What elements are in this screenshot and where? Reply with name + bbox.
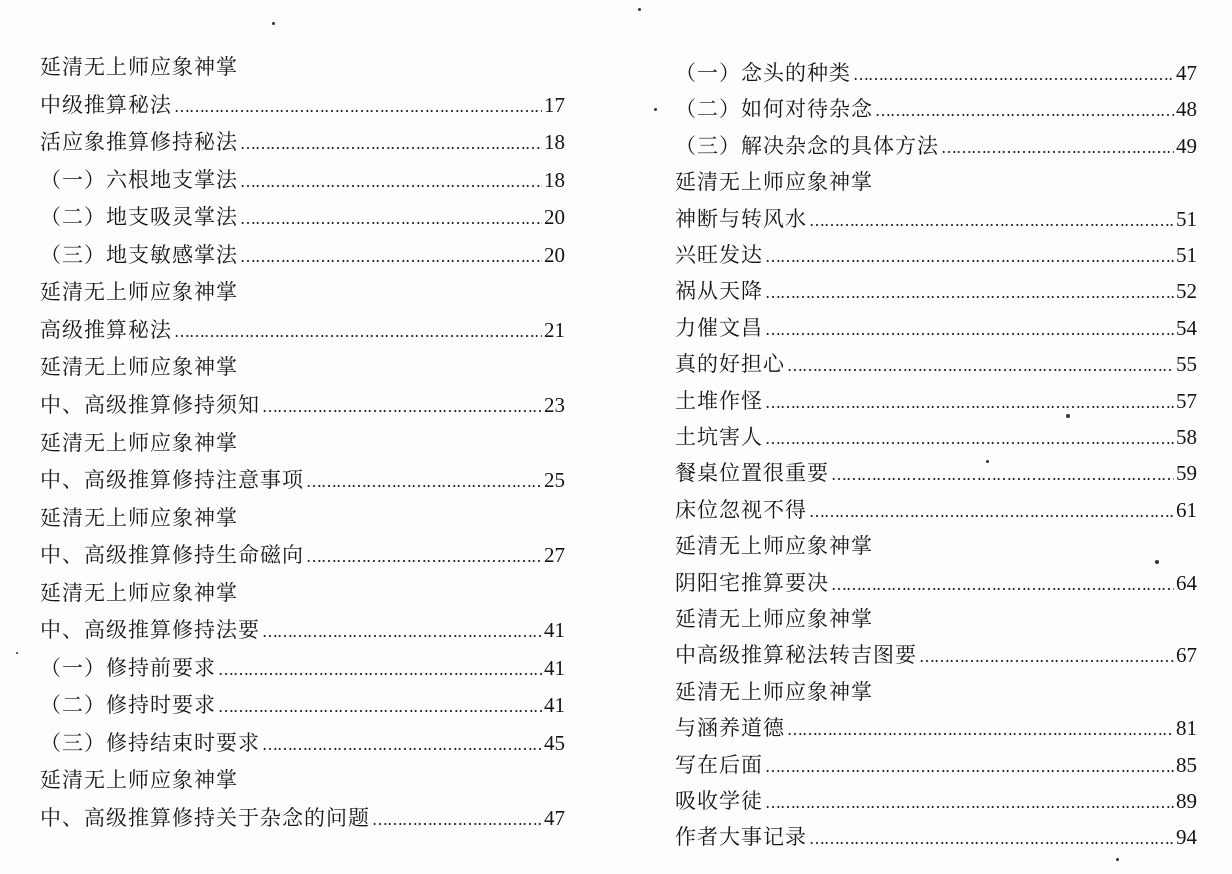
toc-entry [40,612,565,648]
toc-entry [675,128,1197,164]
toc-entry [40,87,565,123]
toc-entry [40,387,565,423]
toc-entry-title: 延清无上师应象神掌 [40,505,238,530]
scan-speck [16,652,18,654]
toc-dot-leader [831,455,1174,493]
toc-entry-title: 中、高级推算修持注意事项 [40,468,304,493]
toc-page-number: 41 [544,618,565,643]
toc-entry [675,819,1197,855]
toc-entry-title: 中、高级推算修持须知 [40,392,260,417]
toc-entry-title: （二）修持时要求 [40,693,216,718]
toc-section-heading [40,349,565,385]
scan-speck [1066,414,1070,418]
toc-page-number: 54 [1176,315,1197,340]
toc-entry-title: 阴阳宅推算要决 [675,570,829,595]
toc-entry [675,783,1197,819]
toc-dot-leader [240,162,542,200]
toc-dot-leader [262,725,542,763]
toc-entry-title: 中级推算秘法 [40,92,172,117]
scan-speck [272,22,275,25]
toc-dot-leader [875,91,1174,129]
toc-entry-title: 兴旺发达 [675,243,763,267]
toc-entry-title: 中、高级推算修持关于杂念的问题 [40,806,370,830]
toc-section-heading [40,762,565,798]
toc-entry-title: 延清无上师应象神掌 [675,679,873,704]
toc-entry-title: 延清无上师应象神掌 [675,170,873,195]
toc-entry-title: （一）念头的种类 [675,61,851,85]
toc-dot-leader [765,237,1174,275]
toc-entry-title: 延清无上师应象神掌 [40,580,238,605]
toc-dot-leader [831,565,1174,603]
toc-entry-title: 活应象推算修持秘法 [40,130,238,155]
toc-entry-title: 高级推算秘法 [40,317,172,342]
toc-page-number: 55 [1176,352,1197,377]
toc-page-number: 51 [1176,206,1197,231]
toc-entry [675,91,1197,127]
toc-page-number: 18 [544,130,565,155]
toc-entry-title: 力催文昌 [675,315,763,340]
toc-section-heading [675,601,1197,637]
toc-page-number: 45 [544,730,565,755]
toc-page-number: 20 [544,205,565,230]
toc-entry [40,124,565,160]
toc-entry-title: （三）解决杂念的具体方法 [675,133,939,158]
toc-dot-leader [765,783,1174,821]
toc-dot-leader [853,55,1174,93]
toc-page-number: 59 [1176,461,1197,486]
toc-entry [40,537,565,573]
toc-entry [675,565,1197,601]
toc-dot-leader [765,273,1174,311]
toc-dot-leader [262,387,542,425]
toc-page-number: 51 [1176,243,1197,267]
toc-entry-title: （二）如何对待杂念 [675,97,873,122]
toc-entry-title: 延清无上师应象神掌 [40,55,238,79]
toc-page-number: 61 [1176,497,1197,522]
toc-dot-leader [765,310,1174,348]
toc-entry [675,637,1197,673]
toc-entry [675,747,1197,783]
toc-page-number: 52 [1176,279,1197,304]
scan-speck [986,460,989,463]
toc-entry-title: （一）六根地支掌法 [40,167,238,192]
toc-entry [40,312,565,348]
toc-entry-title: 神断与转风水 [675,206,807,231]
toc-entry-title: 土堆作怪 [675,388,763,413]
toc-section-heading [40,575,565,611]
toc-entry-title: （二）地支吸灵掌法 [40,205,238,230]
toc-dot-leader [306,537,542,575]
toc-entry-title: 与涵养道德 [675,716,785,741]
toc-page-number: 23 [544,392,565,417]
toc-dot-leader [765,419,1174,457]
toc-page-number: 47 [1176,61,1197,85]
toc-page-number: 67 [1176,643,1197,668]
toc-entry-title: 延清无上师应象神掌 [40,768,238,793]
toc-dot-leader [765,383,1174,421]
toc-entry-title: （三）地支敏感掌法 [40,242,238,267]
toc-entry-title: 床位忽视不得 [675,497,807,522]
toc-page-number: 27 [544,543,565,568]
toc-page-number: 20 [544,242,565,267]
toc-section-heading [675,528,1197,564]
toc-dot-leader [240,237,542,275]
toc-section-heading [675,674,1197,710]
toc-page-number: 94 [1176,825,1197,850]
toc-section-heading [40,274,565,310]
toc-dot-leader [919,637,1174,675]
toc-page-number: 85 [1176,752,1197,777]
toc-left-page [40,0,565,874]
toc-entry-title: 吸收学徒 [675,789,763,813]
toc-entry-title: （三）修持结束时要求 [40,730,260,755]
toc-entry-title: 祸从天降 [675,279,763,304]
toc-entry [40,650,565,686]
toc-page-number: 81 [1176,716,1197,741]
toc-entry-title: 中、高级推算修持生命磁向 [40,543,304,568]
toc-entry [675,455,1197,491]
toc-page-number: 64 [1176,570,1197,595]
toc-page-number: 49 [1176,133,1197,158]
toc-dot-leader [218,650,542,688]
scan-speck [1155,560,1159,564]
toc-dot-leader [941,128,1174,166]
toc-entry-title: 中、高级推算修持法要 [40,618,260,643]
toc-page-number: 58 [1176,425,1197,449]
scan-speck [1116,858,1119,861]
toc-page-number: 41 [544,693,565,718]
toc-section-heading [675,164,1197,200]
toc-entry [675,419,1197,455]
toc-entry [40,687,565,723]
toc-page-number: 18 [544,167,565,192]
toc-page-number: 41 [544,655,565,680]
toc-entry-title: 餐桌位置很重要 [675,461,829,486]
toc-dot-leader [262,612,542,650]
toc-dot-leader [240,199,542,237]
toc-right-page [675,0,1197,874]
toc-entry-title: 写在后面 [675,752,763,777]
toc-entry-title: 延清无上师应象神掌 [675,607,873,631]
toc-entry [40,800,565,836]
toc-dot-leader [809,201,1174,239]
toc-entry [40,462,565,498]
toc-entry [675,237,1197,273]
toc-entry-title: 中高级推算秘法转吉图要 [675,643,917,668]
toc-dot-leader [218,687,542,725]
toc-page-number: 47 [544,806,565,830]
toc-page-number: 48 [1176,97,1197,122]
toc-dot-leader [174,312,542,350]
toc-dot-leader [306,462,542,500]
toc-entry [675,273,1197,309]
toc-entry-title: 土坑害人 [675,425,763,449]
toc-dot-leader [240,124,542,162]
toc-dot-leader [765,747,1174,785]
toc-entry-title: 作者大事记录 [675,825,807,850]
toc-entry-title: 延清无上师应象神掌 [40,355,238,380]
toc-page-number: 17 [544,92,565,117]
toc-dot-leader [809,492,1174,530]
toc-dot-leader [787,346,1174,384]
toc-entry [40,199,565,235]
toc-section-heading [40,500,565,536]
toc-entry-title: （一）修持前要求 [40,655,216,680]
toc-dot-leader [174,87,542,125]
toc-entry [40,237,565,273]
toc-entry [675,310,1197,346]
toc-entry-title: 延清无上师应象神掌 [675,534,873,559]
toc-entry [675,55,1197,91]
toc-section-heading [40,49,565,85]
toc-entry-title: 延清无上师应象神掌 [40,280,238,305]
toc-entry [675,383,1197,419]
toc-entry-title: 延清无上师应象神掌 [40,430,238,455]
toc-entry [40,162,565,198]
toc-entry [675,492,1197,528]
toc-page-number: 25 [544,468,565,493]
toc-entry [40,725,565,761]
toc-entry [675,710,1197,746]
scan-speck [654,108,657,111]
toc-entry [675,346,1197,382]
toc-page-number: 21 [544,317,565,342]
toc-page-number: 57 [1176,388,1197,413]
toc-section-heading [40,425,565,461]
toc-entry-title: 真的好担心 [675,352,785,377]
toc-dot-leader [372,800,542,838]
scan-speck [638,8,641,11]
toc-dot-leader [787,710,1174,748]
toc-entry [675,201,1197,237]
toc-page-number: 89 [1176,789,1197,813]
toc-dot-leader [809,819,1174,857]
